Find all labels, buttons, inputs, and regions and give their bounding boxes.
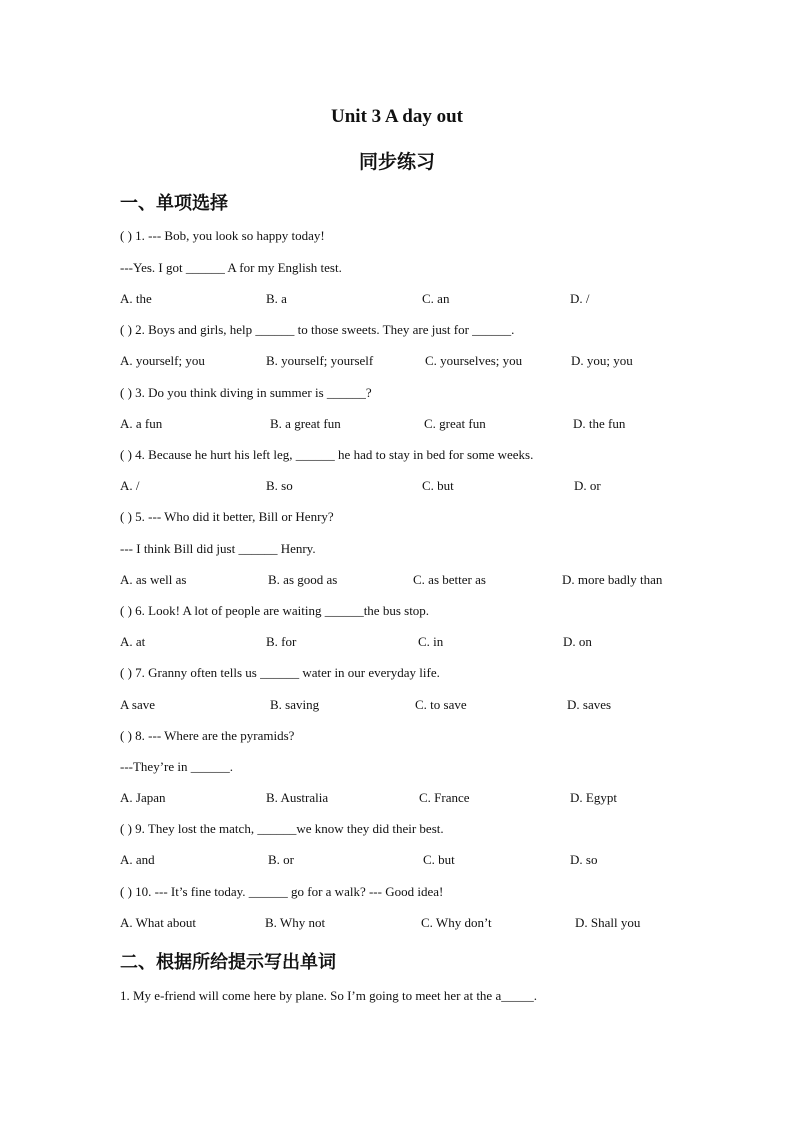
page-title: Unit 3 A day out (331, 106, 463, 127)
question-7-option-d: D. saves (567, 697, 612, 712)
question-3-option-d: D. the fun (573, 416, 626, 431)
question-5-stem: ( ) 5. --- Who did it better, Bill or Henry? (120, 509, 334, 524)
question-1-stem-line2: ---Yes. I got ______ A for my English test. (120, 260, 342, 275)
question-1-option-d: D. / (570, 291, 590, 306)
question-6-option-b: B. for (266, 634, 297, 649)
section-heading-multiple-choice: 一、单项选择 (120, 193, 228, 213)
question-5-option-b: B. as good as (268, 572, 338, 587)
question-9-option-a: A. and (120, 852, 155, 867)
question-5-stem-line2: --- I think Bill did just ______ Henry. (120, 541, 316, 556)
question-6-stem: ( ) 6. Look! A lot of people are waiting ______the bus stop. (120, 603, 430, 618)
question-10-stem: ( ) 10. --- It’s fine today. ______ go for a walk? --- Good idea! (120, 884, 444, 899)
question-8-stem: ( ) 8. --- Where are the pyramids? (120, 728, 295, 743)
question-4-option-d: D. or (574, 478, 601, 493)
question-6-option-c: C. in (418, 634, 444, 649)
question-5-option-a: A. as well as (120, 572, 187, 587)
question-10-option-c: C. Why don’t (421, 915, 492, 930)
question-7-stem: ( ) 7. Granny often tells us ______ water in our everyday life. (120, 665, 440, 680)
question-8-option-c: C. France (419, 790, 470, 805)
question-2-stem: ( ) 2. Boys and girls, help ______ to those sweets. They are just for ______. (120, 322, 515, 337)
question-3-stem: ( ) 3. Do you think diving in summer is ______? (120, 385, 372, 400)
question-10-option-a: A. What about (120, 915, 196, 930)
question-1-stem: ( ) 1. --- Bob, you look so happy today! (120, 228, 325, 243)
question-1-option-a: A. the (120, 291, 152, 306)
question-4-option-a: A. / (120, 478, 140, 493)
page-subtitle: 同步练习 (358, 152, 435, 173)
question-4-option-b: B. so (266, 478, 293, 493)
question-8-option-a: A. Japan (120, 790, 166, 805)
question-8-stem-line2: ---They’re in ______. (120, 759, 233, 774)
question-6-option-a: A. at (120, 634, 146, 649)
question-2-option-a: A. yourself; you (120, 353, 205, 368)
question-3-option-b: B. a great fun (270, 416, 341, 431)
question-9-option-b: B. or (268, 852, 294, 867)
question-5-option-c: C. as better as (413, 572, 486, 587)
question-7-option-a: A save (120, 697, 156, 712)
question-9-option-d: D. so (570, 852, 598, 867)
question-8-option-d: D. Egypt (570, 790, 617, 805)
question-10-option-b: B. Why not (265, 915, 326, 930)
word-completion-item-1: 1. My e-friend will come here by plane. So I’m going to meet her at the a_____. (120, 988, 537, 1003)
question-8-option-b: B. Australia (266, 790, 329, 805)
question-1-option-c: C. an (422, 291, 450, 306)
question-4-option-c: C. but (422, 478, 454, 493)
question-9-option-c: C. but (423, 852, 455, 867)
question-3-option-a: A. a fun (120, 416, 163, 431)
question-4-stem: ( ) 4. Because he hurt his left leg, ______ he had to stay in bed for some weeks. (120, 447, 534, 462)
question-1-option-b: B. a (266, 291, 287, 306)
question-2-option-b: B. yourself; yourself (266, 353, 374, 368)
question-5-option-d: D. more badly than (562, 572, 663, 587)
question-10-option-d: D. Shall you (575, 915, 641, 930)
section-heading-word-completion: 二、根据所给提示写出单词 (120, 952, 336, 972)
question-3-option-c: C. great fun (424, 416, 486, 431)
question-7-option-c: C. to save (415, 697, 467, 712)
question-2-option-d: D. you; you (571, 353, 633, 368)
question-7-option-b: B. saving (270, 697, 320, 712)
question-2-option-c: C. yourselves; you (425, 353, 523, 368)
question-9-stem: ( ) 9. They lost the match, ______we know they did their best. (120, 821, 444, 836)
question-6-option-d: D. on (563, 634, 592, 649)
